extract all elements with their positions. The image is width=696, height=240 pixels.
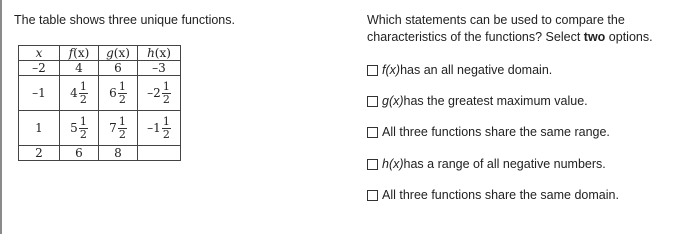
cell-f: 5 $\frac{1}{2}$ bbox=[60, 111, 99, 146]
cell-x: 1 bbox=[19, 111, 60, 146]
cell-g: 6 bbox=[99, 61, 138, 76]
table-row bbox=[19, 111, 181, 146]
option-label: All three functions share the same range. bbox=[382, 125, 610, 139]
table-header-row bbox=[19, 46, 181, 61]
cell-h: –3 bbox=[138, 61, 181, 76]
option-label: has an all negative domain. bbox=[400, 63, 553, 77]
cell-g: 8 bbox=[99, 146, 138, 161]
option-4[interactable] bbox=[367, 156, 606, 172]
cell-x: –2 bbox=[19, 61, 60, 76]
function-table bbox=[18, 45, 181, 161]
checkbox[interactable] bbox=[367, 96, 378, 107]
table-row bbox=[19, 146, 181, 161]
header-h: h(x) bbox=[138, 46, 181, 61]
checkbox[interactable] bbox=[367, 159, 378, 170]
option-2[interactable] bbox=[367, 93, 588, 109]
option-function: h(x) bbox=[382, 157, 404, 171]
checkbox[interactable] bbox=[367, 190, 378, 201]
option-3[interactable] bbox=[367, 124, 610, 140]
option-label: has a range of all negative numbers. bbox=[403, 157, 606, 171]
cell-h bbox=[138, 146, 181, 161]
cell-x: –1 bbox=[19, 76, 60, 111]
checkbox[interactable] bbox=[367, 127, 378, 138]
option-5[interactable] bbox=[367, 187, 619, 203]
table-row bbox=[19, 76, 181, 111]
cell-h: –2 $\frac{1}{2}$ bbox=[138, 76, 181, 111]
option-label: All three functions share the same domain. bbox=[382, 188, 619, 202]
left-border bbox=[0, 0, 2, 234]
option-1[interactable] bbox=[367, 62, 552, 78]
table-row bbox=[19, 61, 181, 76]
header-x: x bbox=[19, 46, 60, 61]
header-f: f(x) bbox=[60, 46, 99, 61]
header-g: g(x) bbox=[99, 46, 138, 61]
cell-x: 2 bbox=[19, 146, 60, 161]
cell-f: 4 $\frac{1}{2}$ bbox=[60, 76, 99, 111]
cell-f: 4 bbox=[60, 61, 99, 76]
option-label: has the greatest maximum value. bbox=[403, 94, 588, 108]
question-text: Which statements can be used to compare the characteristics of the functions? Select two options. bbox=[367, 13, 653, 44]
cell-f: 6 bbox=[60, 146, 99, 161]
cell-g: 7 $\frac{1}{2}$ bbox=[99, 111, 138, 146]
left-column bbox=[14, 12, 235, 160]
cell-h: –1 $\frac{1}{2}$ bbox=[138, 111, 181, 146]
cell-g: 6 $\frac{1}{2}$ bbox=[99, 76, 138, 111]
table-prompt: The table shows three unique functions. bbox=[14, 13, 235, 27]
checkbox[interactable] bbox=[367, 65, 378, 76]
question-column bbox=[367, 12, 687, 46]
option-function: f(x) bbox=[382, 63, 401, 77]
option-function: g(x) bbox=[382, 94, 404, 108]
